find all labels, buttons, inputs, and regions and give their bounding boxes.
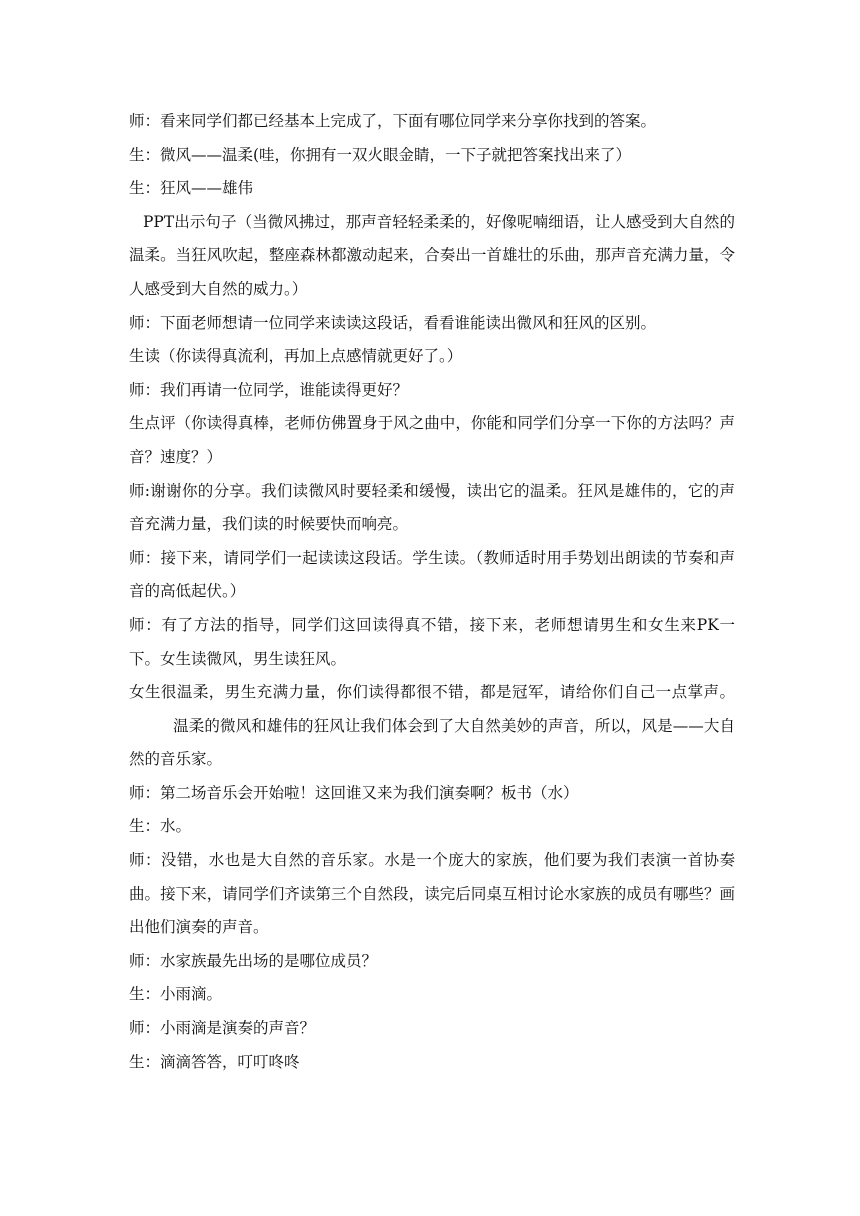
paragraph-student-sound: 生：滴滴答答，叮叮咚咚 (129, 1052, 300, 1071)
paragraph-teacher-first-member: 师：水家族最先出场的是哪位成员？ (129, 951, 378, 970)
paragraph-ppt-sentence: PPT出示句子（当微风拂过，那声音轻轻柔柔的，好像呢喃细语，让人感受到大自然的温柔。当狂风吹起，整座森林都激动起来，合奏出一首雄壮的乐曲，那声音充满力量，令人感受到大自然的威力。） (129, 212, 735, 298)
paragraph-student-breeze: 生：微风——温柔(哇，你拥有一双火眼金睛，一下子就把答案找出来了） (129, 145, 632, 164)
paragraph-student-gale: 生：狂风——雄伟 (129, 179, 254, 198)
paragraph-student-water: 生：水。 (129, 817, 192, 836)
paragraph-teacher-another: 师：我们再请一位同学，谁能读得更好？ (129, 380, 409, 399)
paragraph-teacher-raindrop-sound: 师：小雨滴是演奏的声音？ (129, 1019, 316, 1038)
paragraph-teacher-thanks: 师:谢谢你的分享。我们读微风时要轻柔和缓慢，读出它的温柔。狂风是雄伟的，它的声音充满力量，我们读的时候要快而响亮。 (129, 481, 735, 534)
paragraph-teacher-second-concert: 师：第二场音乐会开始啦！这回谁又来为我们演奏啊？板书（水） (129, 783, 579, 802)
paragraph-student-reads: 生读（你读得真流利，再加上点感情就更好了。） (129, 347, 463, 366)
paragraph-teacher-water-family: 师：没错，水也是大自然的音乐家。水是一个庞大的家族，他们要为我们表演一首协奏曲。接下来，请同学们齐读第三个自然段，读完后同桌互相讨论水家族的成员有哪些？画出他们演奏的声音。 (129, 851, 735, 937)
applause-text: 女生很温柔，男生充满力量，你们读得都很不错，都是冠军，请给你们自己一点掌声。 (129, 683, 735, 702)
paragraph-teacher-intro: 师：看来同学们都已经基本上完成了，下面有哪位同学来分享你找到的答案。 (129, 112, 657, 130)
paragraph-teacher-pk: 师：有了方法的指导，同学们这回读得真不错，接下来，老师想请男生和女生来PK一下。女生读微风，男生读狂风。 (129, 615, 735, 668)
wind-summary-text: 温柔的微风和雄伟的狂风让我们体会到了大自然美妙的声音，所以，风是——大自然的音乐家。 (129, 716, 735, 769)
paragraph-teacher-class-read: 师：接下来，请同学们一起读读这段话。学生读。（教师适时用手势划出朗读的节奏和声音的高低起伏。） (129, 548, 735, 601)
paragraph-student-raindrop: 生：小雨滴。 (129, 985, 223, 1004)
document-body (129, 105, 735, 1079)
paragraph-student-review: 生点评（你读得真棒，老师仿佛置身于风之曲中，你能和同学们分享一下你的方法吗？声音？速度？） (129, 414, 735, 466)
paragraph-applause (129, 676, 735, 777)
paragraph-teacher-read-request: 师：下面老师想请一位同学来读读这段话，看看谁能读出微风和狂风的区别。 (129, 313, 657, 332)
